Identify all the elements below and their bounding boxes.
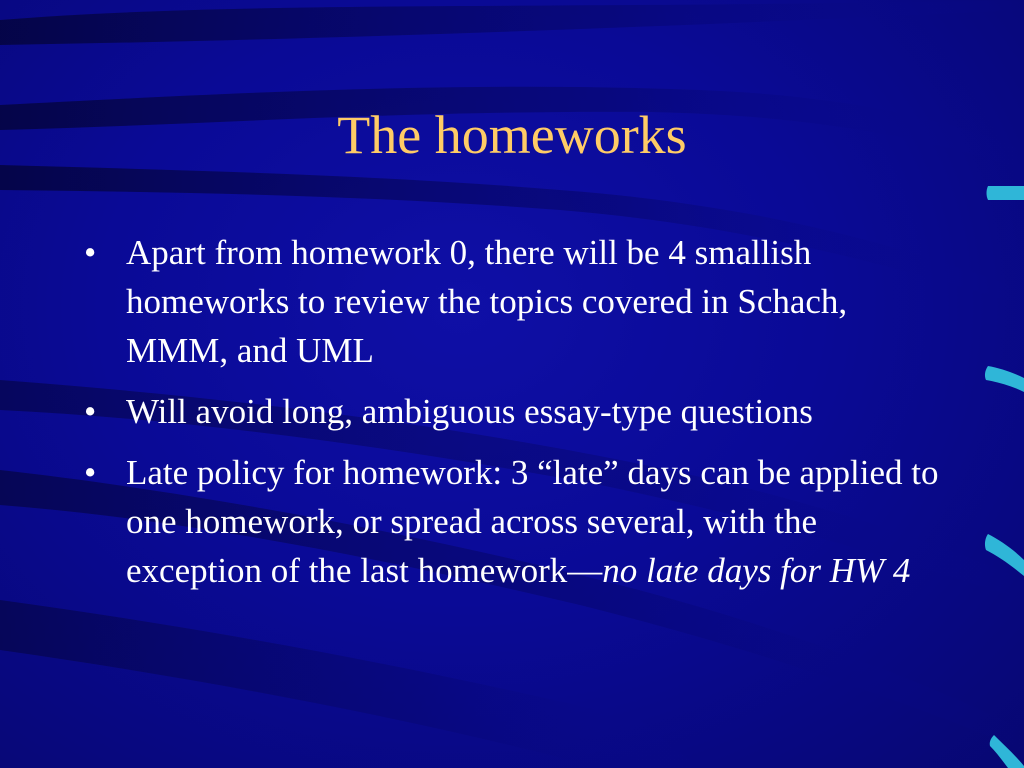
bullet-emphasis-text: no late days for HW 4	[602, 551, 911, 590]
bullet-text: Apart from homework 0, there will be 4 smallish homeworks to review the topics covered in Schach, MMM, and UML	[126, 233, 848, 370]
bullet-item	[84, 448, 954, 595]
bullet-icon: •	[84, 453, 97, 492]
bullet-item	[84, 387, 954, 436]
bullet-list	[84, 228, 954, 607]
bullet-text: Late policy for homework: 3 “late” days can be applied to one homework, or spread across several, with the exception of the last homework—	[126, 453, 939, 590]
bullet-text: Will avoid long, ambiguous essay-type questions	[126, 392, 813, 431]
accent-marks-decoration	[985, 186, 1024, 768]
slide-title: The homeworks	[337, 105, 687, 165]
bullet-icon: •	[84, 233, 97, 272]
bullet-icon: •	[84, 392, 97, 431]
bullet-item	[84, 228, 954, 375]
